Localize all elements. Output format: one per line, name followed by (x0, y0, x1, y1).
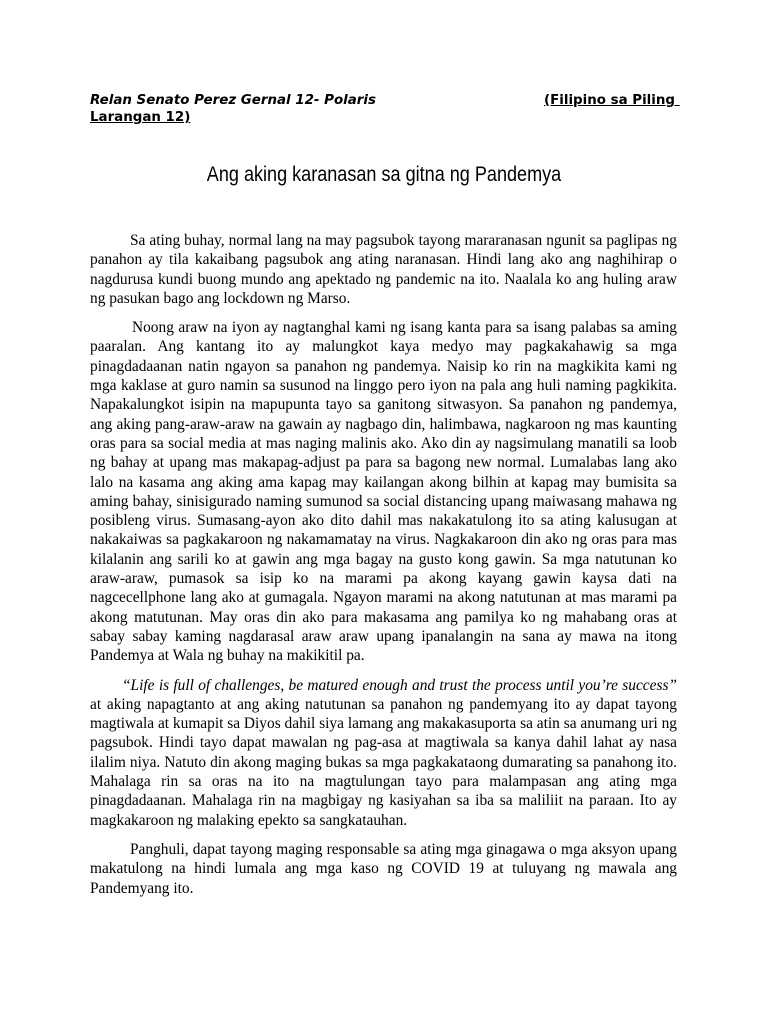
document-title: Ang aking karanasan sa gitna ng Pandemya (206, 163, 562, 186)
quote-text: “Life is full of challenges, be matured enough and trust the process until you’re success” (122, 676, 677, 694)
essay-body (90, 231, 677, 908)
author-line: Relan Senato Perez Gernal 12- Polaris (90, 93, 376, 108)
subject-label-continued: Larangan 12) (90, 110, 191, 125)
paragraph-2: Noong araw na iyon ay nagtanghal kami ng isang kanta para sa isang palabas sa aming paaralan. Ang kantang ito ay malungkot kaya medyo may pagkakahawig sa mga pinagdadaanan natin ngayon sa panahon ng pandemya. Naisip ko rin na magkikita kami ng mga kaklase at guro namin sa susunod na linggo pero iyon na pala ang huli naming pagkikita. Napakalungkot isipin na mapupunta tayo sa ganitong sitwasyon. Sa panahon ng pandemya, ang aking pang-araw-araw na gawain ay nagbago din, halimbawa, nagkaroon ng mas kaunting oras para sa social media at mas naging malinis ako. Ako din ay nagsimulang manatili sa loob ng bahay at upang mas makapag-adjust pa para sa bagong new normal. Lumalabas lang ako lalo na kasama ang aking ama kapag may kailangan akong bilhin at kapag may bumisita sa aming bahay, sinisigurado naming sumunod sa social distancing upang maiwasang mahawa ng posibleng virus. Sumasang-ayon ako dito dahil mas nakakatulong ito sa ating kalusugan at nakakaiwas sa pagkakaroon ng nakamamatay na virus. Nagkakaroon din ako ng oras para mas kilalanin ang sarili ko at gawin ang mga bagay na gusto kong gawin. Sa mga natutunan ko araw-araw, pumasok sa isip ko na marami pa akong kayang gawin kaysa dati na nagcecellphone lang ako at gumagala. Ngayon marami na akong natutunan at mas marami pa akong matutunan. May oras din ako para makasama ang pamilya ko ng mahabang oras at sabay sabay kaming nagdarasal araw araw upang ipanalangin na sana ay mawa na itong Pandemya at Wala ng buhay na makikitil pa. (90, 319, 677, 665)
paragraph-1: Sa ating buhay, normal lang na may pagsubok tayong mararanasan ngunit sa paglipas ng panahon ay tila kakaibang pagsubok ang ating naranasan. Hindi lang ako ang naghihirap o nagdurusa kundi buong mundo ang apektado ng pandemic na ito. Naalala ko ang huling araw ng pasukan bago ang lockdown ng Marso. (90, 232, 677, 307)
paragraph-3-text: at aking napagtanto at ang aking natutunan sa panahon ng pandemyang ito ay dapat tayong magtiwala at kumapit sa Diyos dahil siya lamang ang makakasuporta sa atin sa anumang uri ng pagsubok. Hindi tayo dapat mawalan ng pag-asa at magtiwala sa kanya dahil lahat ay nasa ilalim niya. Natuto din akong maging bukas sa mga pagkakataong dumarating sa panahong ito. Mahalaga rin sa oras na ito na magtulungan tayo para malampasan ang ating mga pinagdadaanan. Mahalaga rin na magbigay ng kasiyahan sa iba sa maliliit na paraan. Ito ay magkakaroon ng malaking epekto sa sangkatauhan. (90, 695, 677, 829)
paragraph-3 (90, 676, 677, 830)
paragraph-4: Panghuli, dapat tayong maging responsable sa ating mga ginagawa o mga aksyon upang makatulong na hindi lumala ang mga kaso ng COVID 19 at tuluyang ng mawala ang Pandemyang ito. (90, 840, 677, 897)
subject-label: (Filipino sa Piling (544, 93, 680, 108)
document-header (90, 92, 680, 126)
